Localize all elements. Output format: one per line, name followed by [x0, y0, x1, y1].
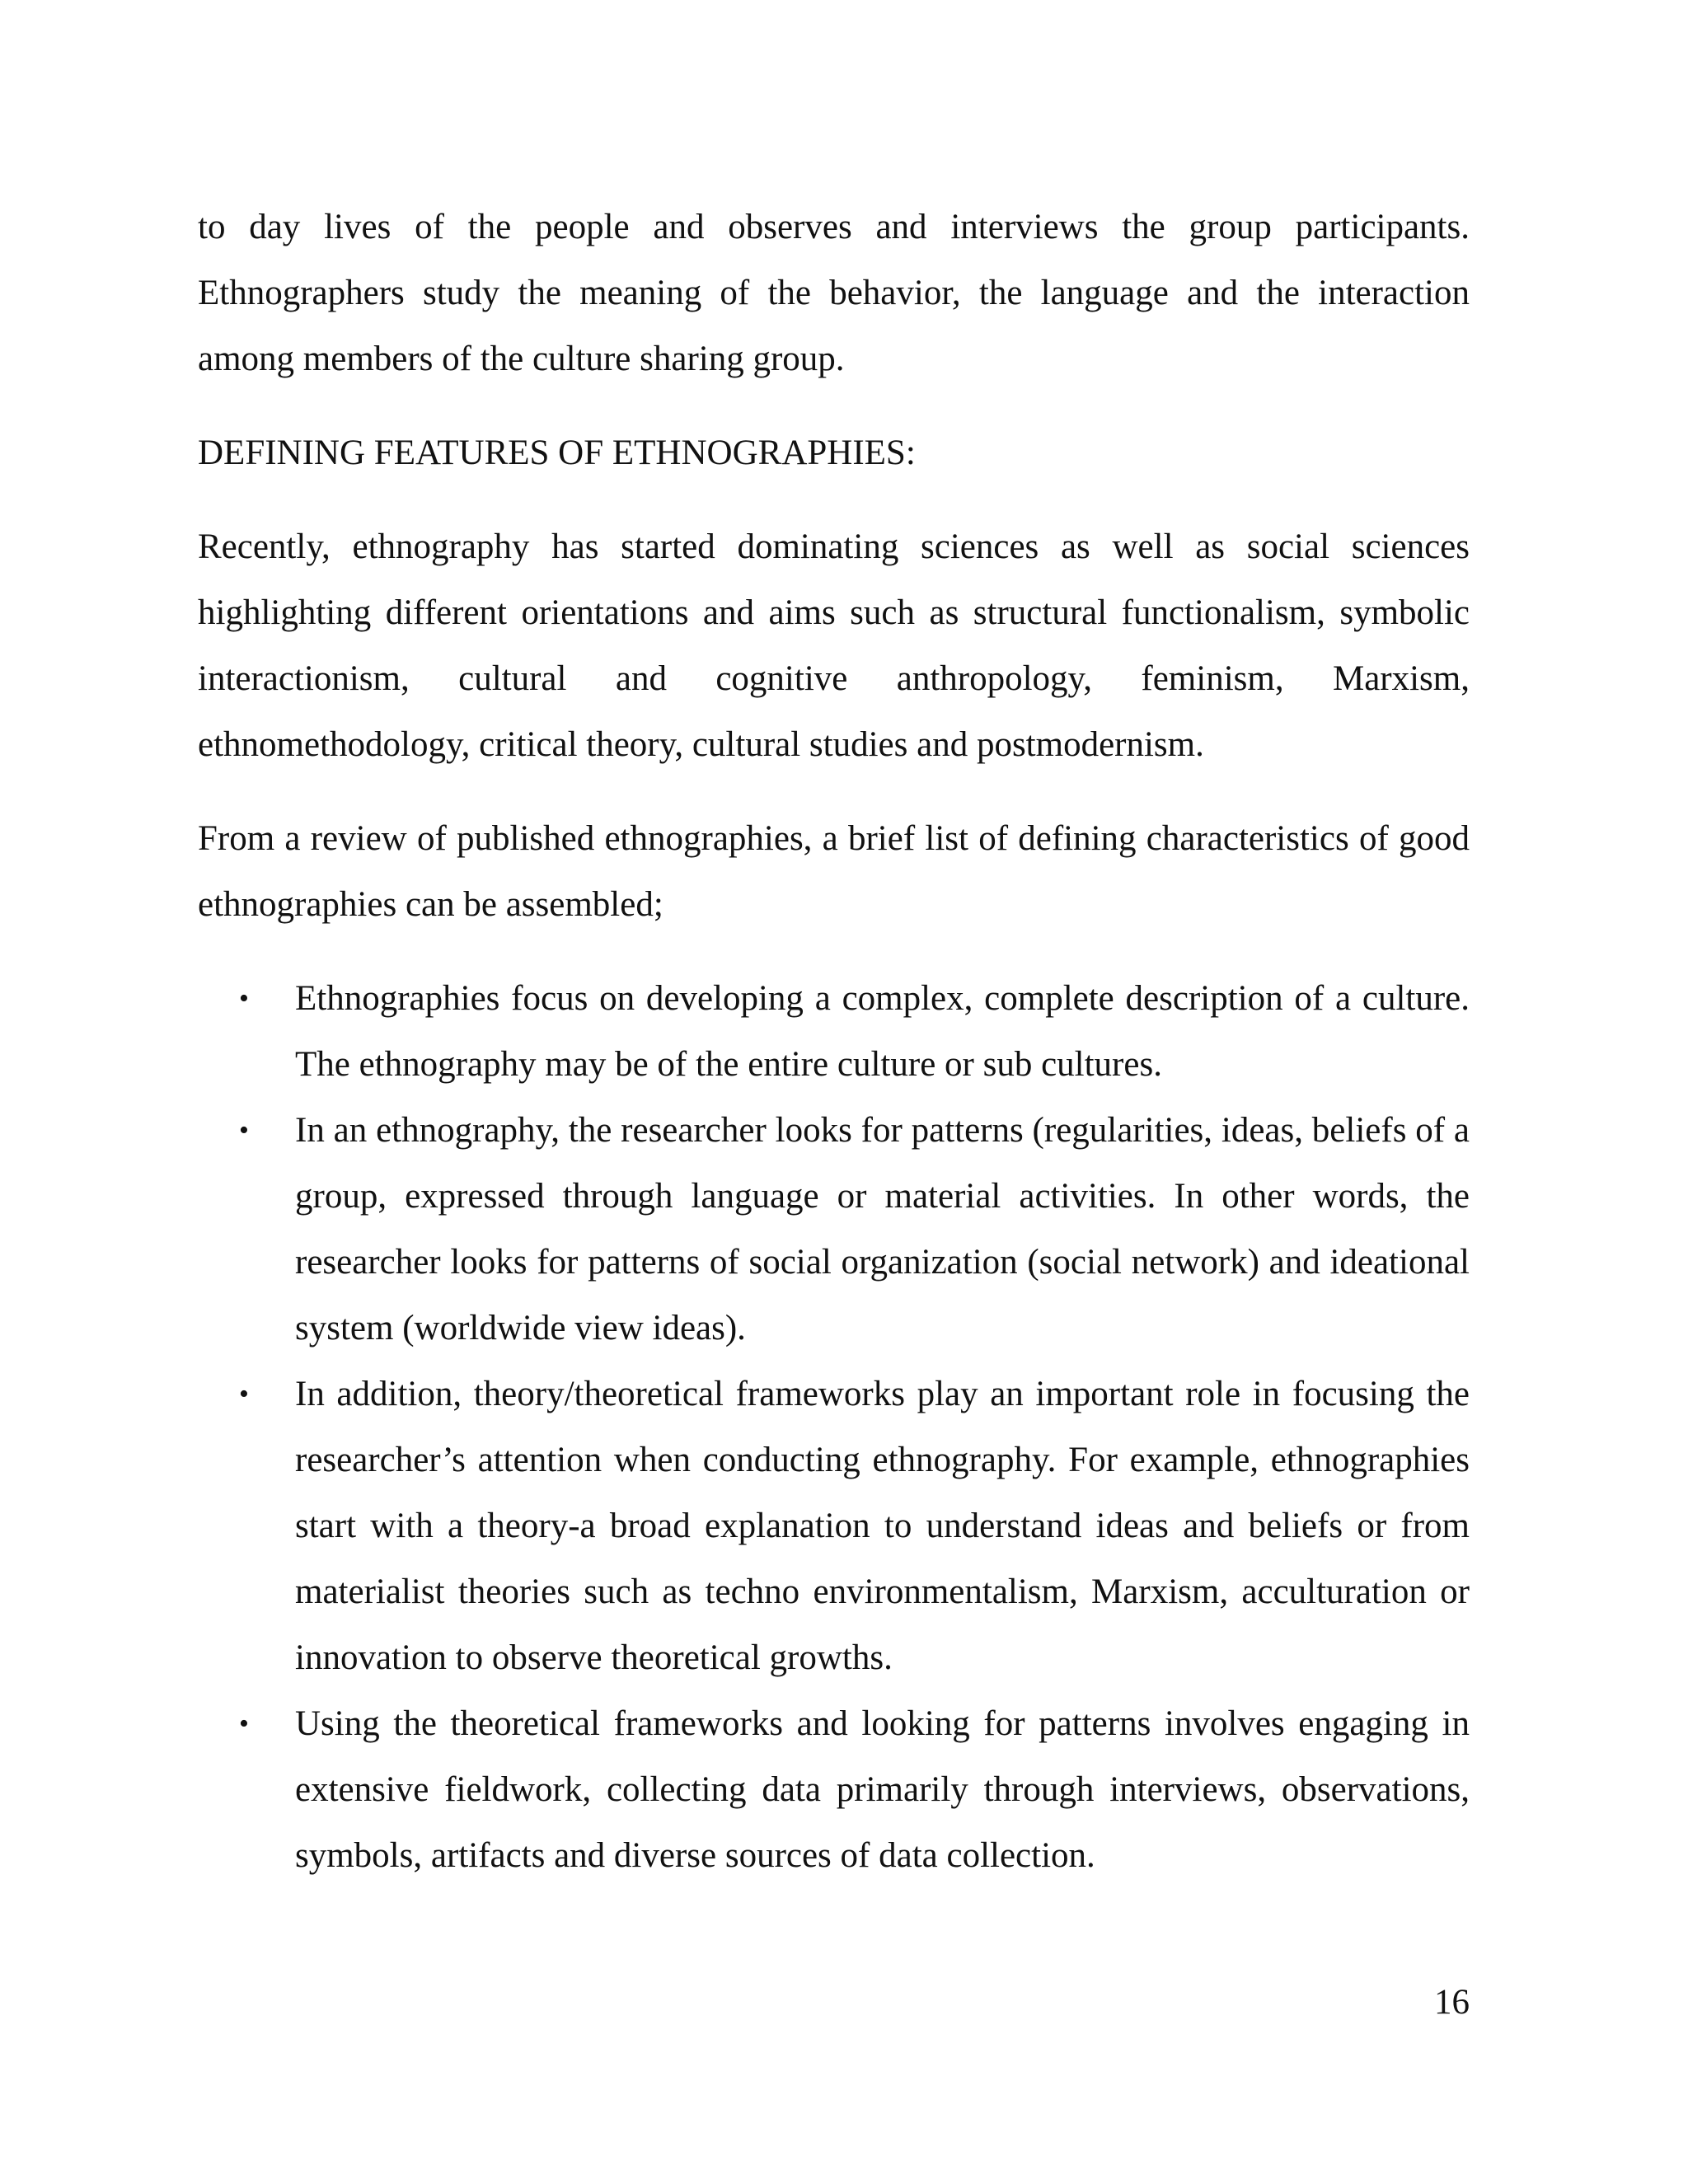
- bullet-icon: •: [239, 1379, 249, 1409]
- list-item-text: In an ethnography, the researcher looks for patterns (regularities, ideas, beliefs of a group, expressed through language or material activities. In other words, the researcher looks for patterns of social organization (social network) and ideational system (worldwide view ideas).: [295, 1111, 1470, 1347]
- page-content: [198, 194, 1470, 1889]
- paragraph-orientations: Recently, ethnography has started dominating sciences as well as social sciences highlighting different orientations and aims such as structural functionalism, symbolic interactionism, cultural and cognitive anthropology, feminism, Marxism, ethnomethodology, critical theory, cultural studies and postmodernism.: [198, 527, 1470, 764]
- paragraph-characteristics-intro: From a review of published ethnographies, a brief list of defining characteristics of good ethnographies can be assembled;: [198, 819, 1470, 924]
- list-item: [239, 1691, 1470, 1889]
- page-number: 16: [1434, 1983, 1470, 2022]
- list-item: [239, 966, 1470, 1098]
- list-item: [239, 1361, 1470, 1691]
- intro-paragraph: to day lives of the people and observes and interviews the group participants. Ethnographers study the meaning of the behavior, the language and the interaction among members of the culture sharing group.: [198, 208, 1470, 378]
- list-item: [239, 1098, 1470, 1361]
- bullet-icon: •: [239, 983, 249, 1014]
- section-heading: DEFINING FEATURES OF ETHNOGRAPHIES:: [198, 434, 916, 472]
- list-item-text: Using the theoretical frameworks and looking for patterns involves engaging in extensive fieldwork, collecting data primarily through interviews, observations, symbols, artifacts and diverse sources of data collection.: [295, 1704, 1470, 1875]
- bullet-icon: •: [239, 1115, 249, 1146]
- bullet-icon: •: [239, 1708, 249, 1739]
- characteristics-list: [198, 966, 1470, 1889]
- list-item-text: In addition, theory/theoretical frameworks play an important role in focusing the researcher’s attention when conducting ethnography. For example, ethnographies start with a theory-a broad explanation to understand ideas and beliefs or from materialist theories such as techno environmentalism, Marxism, acculturation or innovation to observe theoretical growths.: [295, 1375, 1470, 1677]
- list-item-text: Ethnographies focus on developing a complex, complete description of a culture. The ethnography may be of the entire culture or sub cultures.: [295, 979, 1470, 1084]
